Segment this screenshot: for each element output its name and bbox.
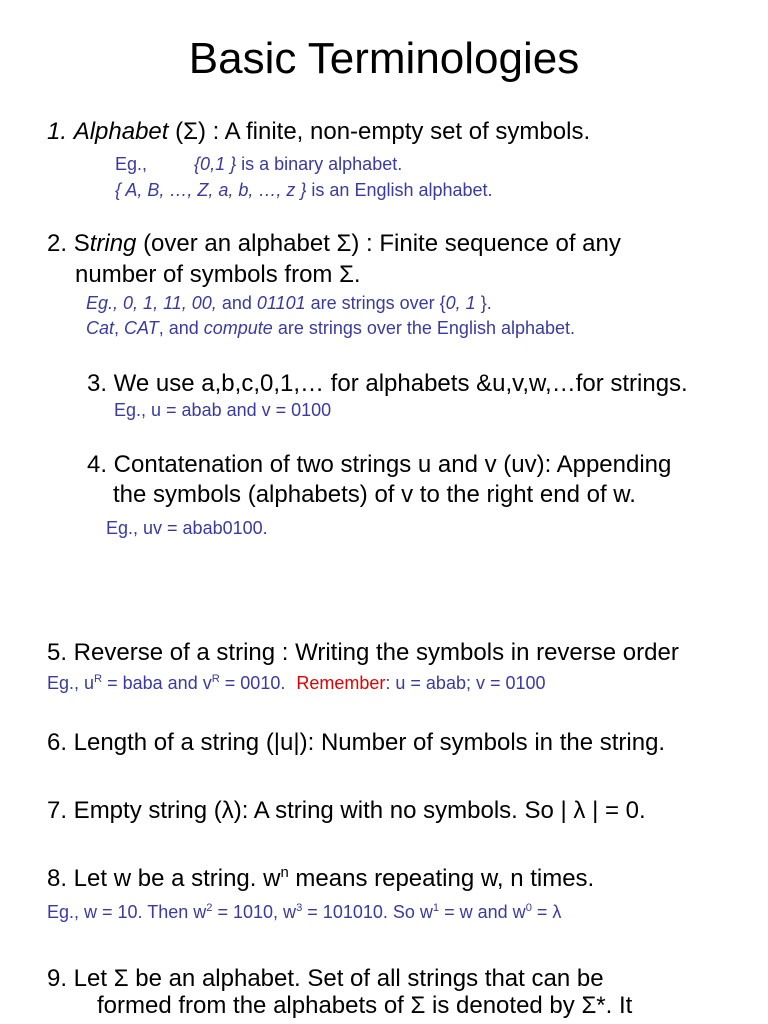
item-empty: 7. Empty string (λ): A string with no symbols. So | λ | = 0. xyxy=(47,797,646,824)
item-string-example-1 xyxy=(86,293,492,314)
example-over: are strings over { xyxy=(310,293,446,313)
ex-part-a: Eg., u xyxy=(47,673,95,693)
item-string-term-rest: tring xyxy=(89,230,137,257)
example-word-1: Cat xyxy=(86,318,115,338)
ex-part-d: = w and w xyxy=(444,902,526,922)
item-notation: 3. We use a,b,c,0,1,… for alphabets &u,v,w,…for strings. xyxy=(87,370,688,397)
item-power-example xyxy=(47,902,561,923)
ex-part-b: = 1010, w xyxy=(217,902,297,922)
power-part-b: means repeating w, n times. xyxy=(295,865,595,892)
example-word-3: compute xyxy=(203,318,273,338)
example-text: is a binary alphabet. xyxy=(241,154,403,174)
ex-sup-2: R xyxy=(211,673,220,685)
ex-part-c: = 0010. xyxy=(224,673,286,693)
item-string-example-2: Cat, CAT, and compute are strings over the English alphabet. xyxy=(86,318,576,338)
item-string-def: (over an alphabet Σ) : Finite sequence of any xyxy=(143,230,621,257)
item-string-term-s: S xyxy=(73,230,90,257)
ex-sup-1: R xyxy=(94,673,103,685)
item-string-line-2: number of symbols from Σ. xyxy=(75,261,361,288)
example-label: Eg., xyxy=(86,293,119,313)
example-and: and xyxy=(168,318,199,338)
item-alphabet-example-1 xyxy=(115,154,402,175)
example-close: }. xyxy=(480,293,492,313)
item-notation-example: Eg., u = abab and v = 0100 xyxy=(114,400,332,420)
ex-sup-4: 0 xyxy=(525,902,532,914)
example-text: is an English alphabet. xyxy=(311,180,493,200)
item-string-num: 2. xyxy=(47,230,68,257)
item-power xyxy=(47,865,594,893)
ex-part-e: = λ xyxy=(536,902,562,922)
item-concat-line-1: 4. Contatenation of two strings u and v (uv): Appending xyxy=(87,451,672,478)
item-alphabet-sym: (Σ) xyxy=(175,118,206,145)
ex-sup-2: 3 xyxy=(296,902,303,914)
item-length: 6. Length of a string (|u|): Number of symbols in the string. xyxy=(47,729,666,756)
example-word-2: CAT xyxy=(124,318,159,338)
example-set: { A, B, …, Z, a, b, …, z } xyxy=(115,180,307,200)
item-alphabet-num: 1. xyxy=(47,118,68,145)
remember-label: Remember xyxy=(296,673,386,693)
power-part-a: 8. Let w be a string. w xyxy=(47,865,281,892)
item-concat-example: Eg., uv = abab0100. xyxy=(106,518,268,538)
item-alphabet-term: Alphabet xyxy=(73,118,169,145)
example-label: Eg., xyxy=(115,154,148,174)
example-strings: 0, 1, 11, 00, xyxy=(123,293,217,313)
example-set: {0,1 } xyxy=(194,154,237,174)
ex-part-d: : u = abab; v = 0100 xyxy=(385,673,546,693)
item-reverse-example xyxy=(47,673,546,694)
item-alphabet-def: : A finite, non-empty set of symbols. xyxy=(212,118,591,145)
ex-sup-3: 1 xyxy=(432,902,440,914)
item-string-line-1 xyxy=(47,230,621,258)
ex-part-c: = 101010. So w xyxy=(307,902,433,922)
page-title: Basic Terminologies xyxy=(188,34,580,83)
example-and: and xyxy=(221,293,252,313)
item-alphabet xyxy=(47,118,590,146)
ex-sup-1: 2 xyxy=(206,902,213,914)
example-text: are strings over the English alphabet. xyxy=(277,318,576,338)
ex-part-b: = baba and v xyxy=(107,673,212,693)
example-last: 01101 xyxy=(256,293,306,313)
item-kleene-line-1: 9. Let Σ be an alphabet. Set of all strings that can be xyxy=(47,965,604,992)
item-reverse: 5. Reverse of a string : Writing the symbols in reverse order xyxy=(47,639,679,666)
example-set: 0, 1 xyxy=(445,293,476,313)
item-kleene-line-2: formed from the alphabets of Σ is denoted by Σ*. It xyxy=(97,992,633,1019)
item-concat-line-2: the symbols (alphabets) of v to the right end of w. xyxy=(113,481,636,508)
ex-part-a: Eg., w = 10. Then w xyxy=(47,902,207,922)
item-alphabet-example-2 xyxy=(115,180,493,201)
power-sup: n xyxy=(280,865,289,881)
